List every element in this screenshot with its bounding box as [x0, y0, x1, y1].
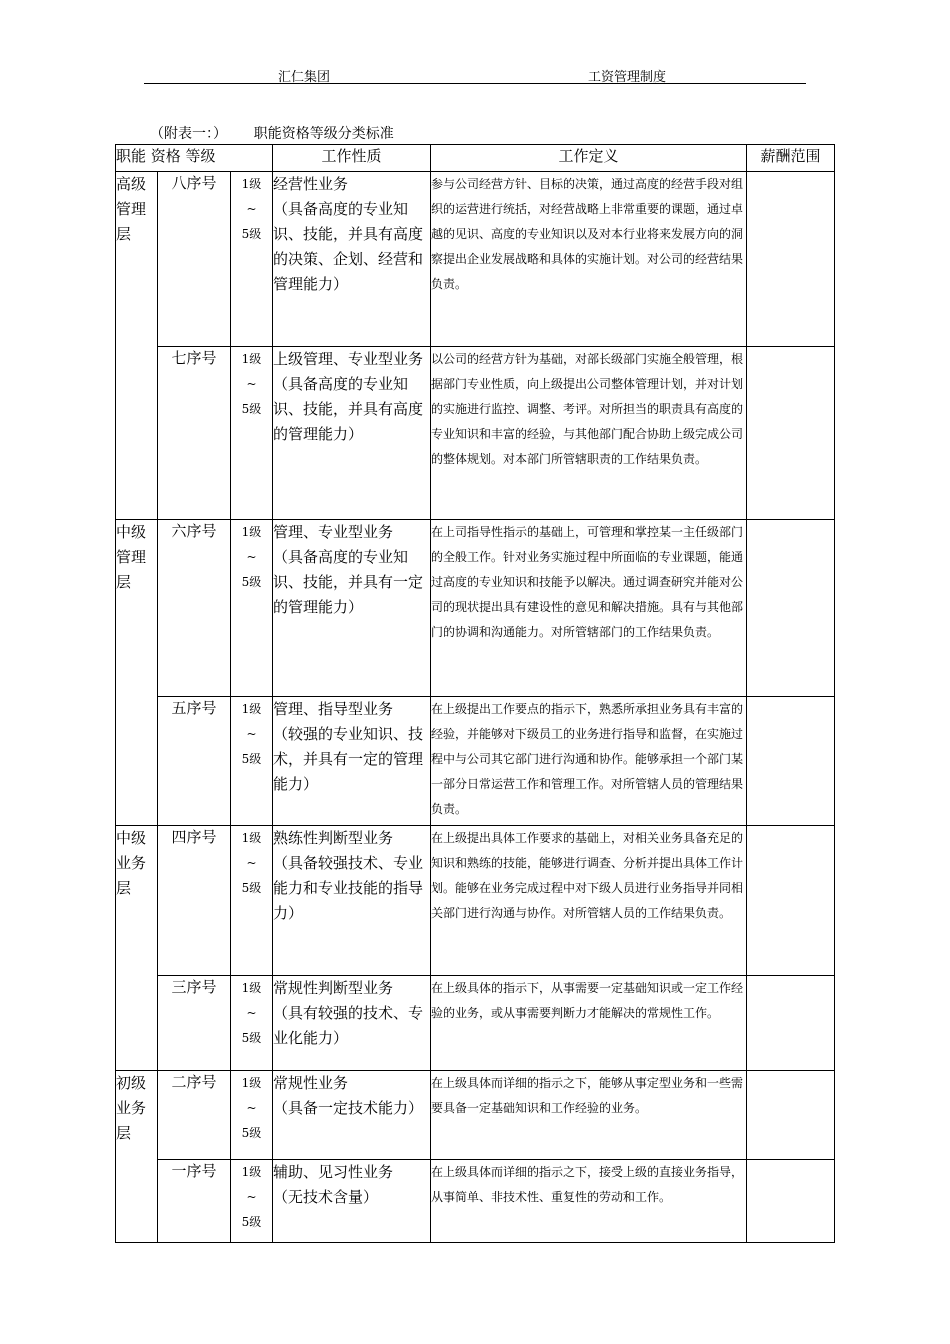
- work-definition: 在上级提出具体工作要求的基础上，对相关业务具备充足的知识和熟练的技能，能够进行调查、分析并提出具体工作计划。能够在业务完成过程中对下级人员进行业务指导并同相关部门进行沟通与协作。对所管辖人员的工作结果负责。: [431, 826, 747, 976]
- header-company: 汇仁集团: [278, 70, 331, 85]
- sequence-label: 六序号: [158, 520, 231, 697]
- pay-range-cell: [747, 1071, 835, 1160]
- sequence-label: 四序号: [158, 826, 231, 976]
- sequence-label: 五序号: [158, 697, 231, 826]
- work-definition: 在上级具体的指示下，从事需要一定基础知识或一定工作经验的业务，或从事需要判断力才能解决的常规性工作。: [431, 976, 747, 1071]
- header-definition: 工作定义: [431, 145, 747, 172]
- level-range: 1级 ~ 5级: [231, 520, 273, 697]
- table-row: [116, 172, 835, 347]
- table-row: [116, 520, 835, 697]
- layer-label: 中级管理层: [116, 520, 158, 826]
- pay-range-cell: [747, 172, 835, 347]
- table-row: [116, 347, 835, 520]
- level-range: 1级 ~ 5级: [231, 347, 273, 520]
- work-definition: 以公司的经营方针为基础，对部长级部门实施全般管理，根据部门专业性质，向上级提出公司整体管理计划，并对计划的实施进行监控、调整、考评。对所担当的职责具有高度的专业知识和丰富的经验，与其他部门配合协助上级完成公司的整体规划。对本部门所管辖职责的工作结果负责。: [431, 347, 747, 520]
- level-range: 1级 ~ 5级: [231, 697, 273, 826]
- header-doc-title: 工资管理制度: [588, 70, 667, 85]
- table-header-row: [116, 145, 835, 172]
- table-row: [116, 1160, 835, 1243]
- pay-range-cell: [747, 520, 835, 697]
- sequence-label: 二序号: [158, 1071, 231, 1160]
- header-pay-range: 薪酬范围: [747, 145, 835, 172]
- pay-range-cell: [747, 1160, 835, 1243]
- work-definition: 在上司指导性指示的基础上，可管理和掌控某一主任级部门的全般工作。针对业务实施过程中所面临的专业课题，能通过高度的专业知识和技能予以解决。通过调查研究并能对公司的现状提出具有建设性的意见和解决措施。具有与其他部门的协调和沟通能力。对所管辖部门的工作结果负责。: [431, 520, 747, 697]
- grade-standard-table: [115, 144, 835, 1243]
- work-nature: 常规性业务 （具备一定技术能力）: [273, 1071, 431, 1160]
- work-definition: 在上级具体而详细的指示之下，接受上级的直接业务指导，从事简单、非技术性、重复性的劳动和工作。: [431, 1160, 747, 1243]
- work-nature: 管理、专业型业务 （具备高度的专业知识、技能，并具有一定的管理能力）: [273, 520, 431, 697]
- layer-label: 初级业务层: [116, 1071, 158, 1243]
- header-grade: 职能 资格 等级: [116, 145, 273, 172]
- level-range: 1级 ~ 5级: [231, 172, 273, 347]
- pay-range-cell: [747, 697, 835, 826]
- header-rule: [144, 83, 806, 84]
- table-caption: （附表一：） 职能资格等级分类标准: [150, 126, 394, 142]
- pay-range-cell: [747, 826, 835, 976]
- header-nature: 工作性质: [273, 145, 431, 172]
- work-definition: 在上级提出工作要点的指示下，熟悉所承担业务具有丰富的经验，并能够对下级员工的业务进行指导和监督，在实施过程中与公司其它部门进行沟通和协作。能够承担一个部门某一部分日常运营工作和管理工作。对所管辖人员的管理结果负责。: [431, 697, 747, 826]
- pay-range-cell: [747, 976, 835, 1071]
- work-nature: 熟练性判断型业务 （具备较强技术、专业能力和专业技能的指导力）: [273, 826, 431, 976]
- sequence-label: 三序号: [158, 976, 231, 1071]
- layer-label: 高级管理层: [116, 172, 158, 520]
- pay-range-cell: [747, 347, 835, 520]
- table-row: [116, 697, 835, 826]
- work-nature: 经营性业务 （具备高度的专业知识、技能，并具有高度的决策、企划、经营和管理能力）: [273, 172, 431, 347]
- level-range: 1级 ~ 5级: [231, 826, 273, 976]
- table-row: [116, 826, 835, 976]
- level-range: 1级 ~ 5级: [231, 1071, 273, 1160]
- sequence-label: 八序号: [158, 172, 231, 347]
- sequence-label: 一序号: [158, 1160, 231, 1243]
- work-nature: 常规性判断型业务 （具有较强的技术、专业化能力）: [273, 976, 431, 1071]
- table-row: [116, 1071, 835, 1160]
- level-range: 1级 ~ 5级: [231, 976, 273, 1071]
- table-row: [116, 976, 835, 1071]
- work-nature: 上级管理、专业型业务 （具备高度的专业知识、技能，并具有高度的管理能力）: [273, 347, 431, 520]
- work-nature: 辅助、见习性业务 （无技术含量）: [273, 1160, 431, 1243]
- work-definition: 在上级具体而详细的指示之下，能够从事定型业务和一些需要具备一定基础知识和工作经验的业务。: [431, 1071, 747, 1160]
- work-definition: 参与公司经营方针、目标的决策，通过高度的经营手段对组织的运营进行统括，对经营战略上非常重要的课题，通过卓越的见识、高度的专业知识以及对本行业将来发展方向的洞察提出企业发展战略和具体的实施计划。对公司的经营结果负责。: [431, 172, 747, 347]
- layer-label: 中级业务层: [116, 826, 158, 1071]
- level-range: 1级 ~ 5级: [231, 1160, 273, 1243]
- sequence-label: 七序号: [158, 347, 231, 520]
- work-nature: 管理、指导型业务 （较强的专业知识、技术，并具有一定的管理能力）: [273, 697, 431, 826]
